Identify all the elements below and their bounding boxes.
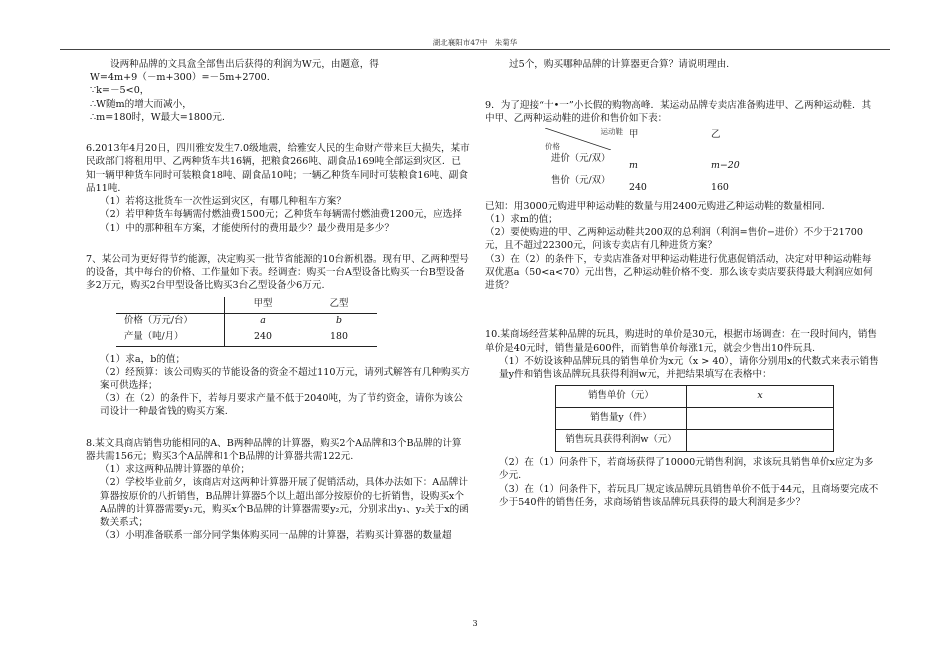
table-header-cell: 乙 <box>711 128 721 140</box>
table-cell <box>687 430 834 452</box>
table-cell <box>687 408 834 430</box>
table-row <box>556 430 834 452</box>
sub-question: （3）在（2）的条件下，若每月要求产量不低于2040吨，为了节约资金，请你为该公司设计一种最省钱的购买方案. <box>100 393 463 418</box>
diagonal-bottom-label: 价格 <box>545 142 560 152</box>
table-cell: 价格（万元/台） <box>116 313 225 330</box>
table-cell: 产量（吨/月） <box>116 330 225 347</box>
table-row <box>556 386 834 408</box>
table-header-cell: 甲 <box>629 128 639 140</box>
table-row <box>545 174 787 196</box>
sub-question: （1）求m的值； <box>485 213 558 225</box>
table-header-cell: 乙型 <box>301 297 377 314</box>
question-9 <box>485 99 880 292</box>
table-header-cell: 甲型 <box>225 297 302 314</box>
question-10 <box>485 328 880 509</box>
equipment-table <box>116 297 377 347</box>
diagonal-top-label: 运动鞋 <box>600 126 623 136</box>
table-header-cell <box>116 297 225 314</box>
header-rule <box>60 49 890 50</box>
page-number: 3 <box>472 618 478 628</box>
sub-question: （2）在（1）问条件下，若商场获得了10000元销售利润，求该玩具销售单价x应定为多少元. <box>499 457 874 482</box>
question-text: 10.某商场经营某种品牌的玩具，购进时的单价是30元，根据市场调查：在一段时间内，销售单价是40元时，销售量是600件，而销售单价每涨1元，就会少售出10件玩具. <box>485 329 878 354</box>
table-row <box>116 330 377 347</box>
question-text: 已知：用3000元购进甲种运动鞋的数量与用2400元购进乙种运动鞋的数量相同． <box>485 200 832 212</box>
question-7 <box>86 253 470 419</box>
question-6 <box>86 142 470 235</box>
table-cell: b <box>335 315 342 327</box>
sub-question: （1）不妨设该种品牌玩具的销售单价为x元（x > 40），请你分别用x的代数式来表示销售量y件和销售该品牌玩具获得利润w元，并把结果填写在表格中： <box>499 355 879 380</box>
table-cell: 销售玩具获得利润w（元） <box>556 430 687 452</box>
table-cell: m−20 <box>711 159 740 171</box>
solution-line: 设两种品牌的文具盒全部售出后获得的利润为W元，由题意，得 <box>110 59 379 70</box>
table-row <box>556 408 834 430</box>
diagonal-header-cell <box>545 128 623 152</box>
sub-question: （1）求这两种品牌计算器的单价； <box>100 464 251 476</box>
table-cell: x <box>687 386 834 408</box>
row-label: 进价（元/双） <box>551 152 611 164</box>
right-column <box>485 58 880 509</box>
table-cell: 销售单价（元） <box>556 386 687 408</box>
sub-question: （1）若将这批货车一次性运到灾区，有哪几种租车方案？ <box>100 196 346 208</box>
solution-line: ∵k=－5<0， <box>90 85 150 97</box>
table-cell: m <box>629 159 638 171</box>
shoe-price-table <box>545 128 787 196</box>
solution-block <box>86 58 470 124</box>
page-header: 湖北襄阳市47中 朱菊华 <box>432 38 518 47</box>
sub-question: （1）求a，b的值； <box>100 353 186 365</box>
sub-question: （3）在（2）的条件下，专卖店准备对甲种运动鞋进行优惠促销活动，决定对甲种运动鞋每双优惠a（50<a<70）元出售，乙种运动鞋价格不变．那么该专卖店要获得最大利润应如何进货？ <box>485 253 873 292</box>
table-row <box>116 313 377 330</box>
sub-question: （2）若甲种货车每辆需付燃油费1500元；乙种货车每辆需付燃油费1200元，应选择（1）中的那种租车方案，才能使所付的费用最少？最少费用是多少？ <box>100 209 462 234</box>
question-8 <box>86 437 470 543</box>
table-row <box>545 152 787 174</box>
table-cell: 销售量y（件） <box>556 408 687 430</box>
question-text: 6.2013年4月20日，四川雅安发生7.0级地震，给雅安人民的生命财产带来巨大损失，某市民政部门将租用甲、乙两种货车共16辆，把粮食266吨、副食品169吨全部运到灾区．已知一辆甲种货车同时可装粮食18吨、副食品10吨；一辆乙种货车同时可装粮食16吨、副食品11吨． <box>86 143 470 194</box>
sub-question: （3）在（1）问条件下，若玩具厂规定该品牌玩具销售单价不低于44元，且商场要完成不少于540件的销售任务，求商场销售该品牌玩具获得的最大利润是多少？ <box>499 483 879 508</box>
sub-question: （3）小明准备联系一部分同学集体购买同一品牌的计算器，若购买计算器的数量超 <box>100 530 452 542</box>
sub-question: （2）学校毕业前夕，该商店对这两种计算器开展了促销活动，具体办法如下：A品牌计算器按原价的八折销售，B品牌计算器5个以上超出部分按原价的七折销售，设购买x个A品牌的计算器需要y₁元，购买x个B品牌的计算器需要y₂元，分别求出y₁、y₂关于x的函数关系式； <box>100 477 469 529</box>
question-8-continued: 过5个，购买哪种品牌的计算器更合算？请说明理由. <box>509 59 730 70</box>
question-text: 7、某公司为更好得节约能源，决定购买一批节省能源的10台新机器。现有甲、乙两种型号的设备，其中每台的价格、工作量如下表。经调查：购买一台A型设备比购买一台B型设备多2万元，购买2台甲型设备比购买3台乙型设备少6万元. <box>86 253 469 292</box>
table-cell: 180 <box>301 330 377 347</box>
toy-sales-table <box>555 385 834 452</box>
question-text: 9．为了迎接“十•一”小长假的购物高峰．某运动品牌专卖店准备购进甲、乙两种运动鞋．其中甲、乙两种运动鞋的进价和售价如下表： <box>485 100 872 125</box>
question-text: 8.某文具商店销售功能相同的A、B两种品牌的计算器，购买2个A品牌和3个B品牌的计算器共需156元；购买3个A品牌和1个B品牌的计算器共需122元. <box>86 437 462 462</box>
solution-line: ∴m=180时，W最大=1800元. <box>90 111 225 123</box>
row-label: 售价（元/双） <box>551 174 611 186</box>
table-cell: a <box>260 315 266 327</box>
solution-line: W=4m+9（－m+300）=－5m+2700. <box>90 72 270 84</box>
table-cell: 160 <box>711 181 729 193</box>
table-cell: 240 <box>225 330 302 347</box>
sub-question: （2）经预算：该公司购买的节能设备的资金不超过110万元，请列式解答有几种购买方案可供选择； <box>100 366 470 391</box>
left-column <box>86 58 470 543</box>
table-cell: 240 <box>629 181 647 193</box>
solution-line: ∴W随m的增大而减小， <box>90 98 192 110</box>
sub-question: （2）要使购进的甲、乙两种运动鞋共200双的总利润（利润=售价−进价）不少于21700元，且不超过22300元，问该专卖店有几种进货方案？ <box>485 227 864 252</box>
